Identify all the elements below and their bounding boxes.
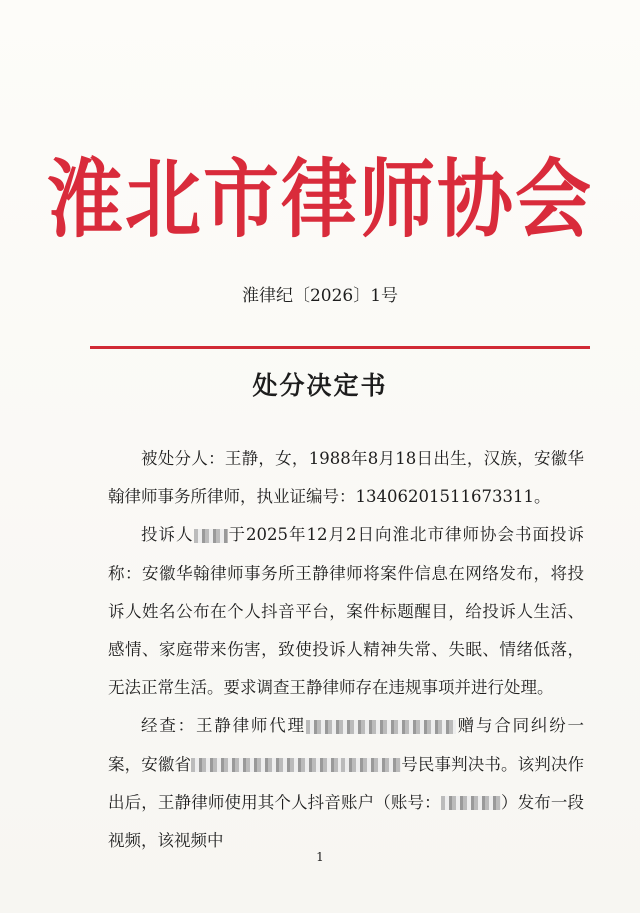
document-title: 处分决定书	[252, 371, 388, 400]
redacted-name	[194, 529, 228, 543]
paragraph-investigation	[108, 707, 584, 860]
paragraph-respondent: 被处分人：王静，女，1988年8月18日出生，汉族，安徽华翰律师事务所律师，执业证编号：13406201511673311。	[108, 449, 584, 507]
redacted-court	[191, 758, 341, 772]
investigation-text-end: ）发布一段视频，该视频中	[108, 792, 585, 851]
document-number: 淮律纪〔2026〕1号	[241, 286, 399, 306]
document-body	[108, 440, 584, 860]
red-divider	[90, 346, 590, 349]
investigation-text-start: 经查：王静律师代理	[141, 716, 306, 736]
letterhead-title: 淮北市律师协会	[47, 149, 593, 250]
investigation-text-mid2: 号民事判决书。该判决作出后，王静律师使用其个人抖音账户（账号：	[108, 754, 584, 812]
complaint-text-start: 投诉人	[141, 525, 194, 545]
redacted-account	[441, 796, 501, 810]
complaint-text: 于2025年12月2日向淮北市律师协会书面投诉称：安徽华翰律师事务所王静律师将案件信息在网络发布，将投诉人姓名公布在个人抖音平台，案件标题醒目，给投诉人生活、感情、家庭带来伤害，致使投诉人精神失常、失眠、情绪低落，无法正常生活。要求调查王静律师存在违规事项并进行处理。	[108, 525, 584, 698]
page-number: 1	[316, 850, 324, 864]
redacted-parties	[306, 720, 456, 734]
redacted-case-number	[341, 758, 401, 772]
paragraph-complaint	[108, 516, 584, 707]
investigation-text-mid: 赠与合同纠纷一案，安徽省	[108, 716, 584, 774]
